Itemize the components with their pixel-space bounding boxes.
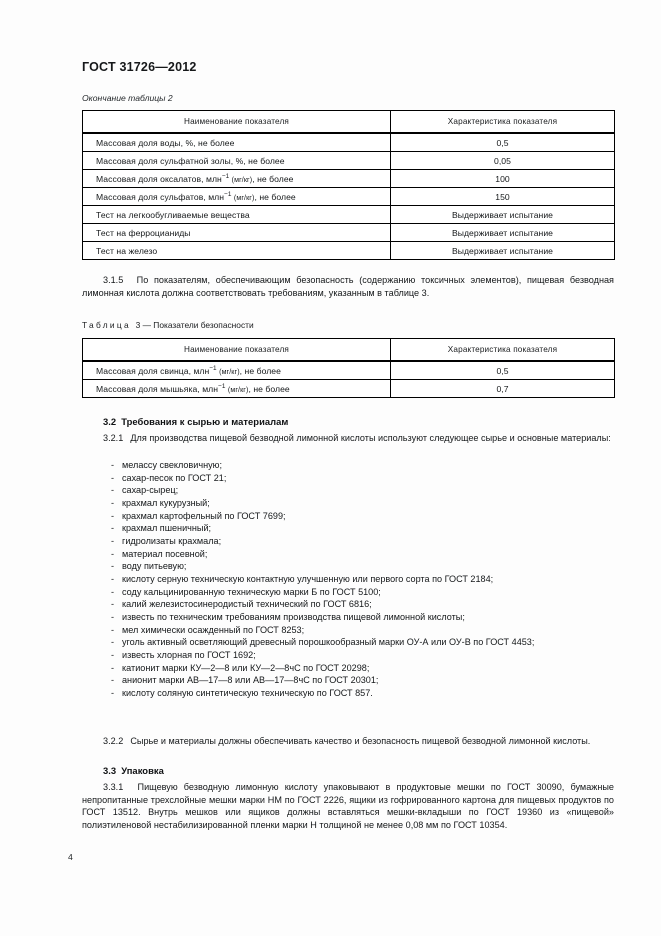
clause-3-2-1 <box>82 432 614 445</box>
section-number: 3.3 <box>103 765 117 776</box>
section-title: Упаковка <box>121 765 164 776</box>
table2-header-row <box>83 111 615 134</box>
table-row <box>83 361 615 380</box>
list-item: - уголь активный осветляющий древесный порошкообразный марки ОУ-А или ОУ-В по ГОСТ 4453; <box>82 636 614 649</box>
table2-cell-name: Тест на ферроцианиды <box>83 224 391 242</box>
list-item: - воду питьевую; <box>82 560 614 573</box>
table-row <box>83 380 615 398</box>
table2-header-value: Характеристика показателя <box>391 111 615 134</box>
table2-cell-name <box>83 188 391 206</box>
table3-cell-value: 0,5 <box>391 361 615 380</box>
table2-cell-value: Выдерживает испытание <box>391 242 615 260</box>
cell-text-prefix: Массовая доля оксалатов, млн <box>96 173 222 184</box>
list-item: - мел химически осажденный по ГОСТ 8253; <box>82 624 614 637</box>
page-number: 4 <box>68 852 73 862</box>
cell-unit: (мг/кг) <box>227 385 249 394</box>
table2-cell-value: Выдерживает испытание <box>391 206 615 224</box>
cell-text-suffix: , не более <box>252 173 294 184</box>
table-row <box>83 224 615 242</box>
list-item: - известь хлорная по ГОСТ 1692; <box>82 649 614 662</box>
table3-cell-name <box>83 380 391 398</box>
list-item: - крахмал картофельный по ГОСТ 7699; <box>82 510 614 523</box>
table-row <box>83 188 615 206</box>
table3-cell-name <box>83 361 391 380</box>
clause-number: 3.3.1 <box>103 782 124 792</box>
table-row <box>83 242 615 260</box>
clause-number: 3.2.1 <box>103 433 124 443</box>
table3 <box>82 338 615 398</box>
section-heading-3-3 <box>82 765 164 776</box>
table2-cell-value: 100 <box>391 170 615 188</box>
cell-text-prefix: Массовая доля свинца, млн <box>96 365 210 376</box>
table-row <box>83 152 615 170</box>
table2-header-name: Наименование показателя <box>83 111 391 134</box>
list-item: - кислоту соляную синтетическую техническую по ГОСТ 857. <box>82 687 614 700</box>
table2-caption: Окончание таблицы 2 <box>82 93 173 103</box>
superscript-minus-one: −1 <box>209 364 217 372</box>
section-heading-3-2 <box>82 416 288 427</box>
cell-text-prefix: Массовая доля сульфатов, млн <box>96 191 225 202</box>
list-item: - известь по техническим требованиям производства пищевой лимонной кислоты; <box>82 611 614 624</box>
table2-cell-value: Выдерживает испытание <box>391 224 615 242</box>
table-row <box>83 170 615 188</box>
table2-cell-name: Массовая доля сульфатной золы, %, не более <box>83 152 391 170</box>
superscript-minus-one: −1 <box>221 172 230 180</box>
cell-text-prefix: Массовая доля мышьяка, млн <box>96 383 219 394</box>
table2-cell-value: 0,05 <box>391 152 615 170</box>
table2-cell-name <box>83 170 391 188</box>
clause-3-2-2 <box>82 735 614 748</box>
table3-header-value: Характеристика показателя <box>391 339 615 362</box>
table-row <box>83 206 615 224</box>
list-item: - крахмал пшеничный; <box>82 522 614 535</box>
list-item: - сахар-песок по ГОСТ 21; <box>82 472 614 485</box>
table3-header-row <box>83 339 615 362</box>
clause-text: По показателям, обеспечивающим безопасность (содержанию токсичных элементов), пищевая безводная лимонная кислота должна соответствовать требованиям, указанным в таблице 3. <box>82 275 614 298</box>
cell-text-suffix: , не более <box>248 383 290 394</box>
clause-3-1-5 <box>82 274 614 299</box>
materials-list <box>82 459 614 699</box>
list-item: - катионит марки КУ—2—8 или КУ—2—8чС по ГОСТ 20298; <box>82 662 614 675</box>
cell-unit: (мг/кг) <box>231 175 253 184</box>
table3-caption-number: 3 <box>135 320 141 330</box>
list-item: - сахар-сырец; <box>82 484 614 497</box>
list-item: - анионит марки АВ—17—8 или АВ—17—8чС по ГОСТ 20301; <box>82 674 614 687</box>
table3-header-name: Наименование показателя <box>83 339 391 362</box>
table2-container <box>82 110 615 260</box>
table3-container <box>82 338 615 398</box>
cell-text-suffix: , не более <box>239 365 281 376</box>
clause-text: Пищевую безводную лимонную кислоту упаковывают в продуктовые мешки по ГОСТ 30090, бумажные непропитанные трехслойные мешки марки НМ по ГОСТ 2226, ящики из гофрированного картона для пищевых продуктов по ГОСТ 13512. Внутрь мешков или ящиков должны вставляться мешки-вкладыши по ГОСТ 19360 из «пищевой» полиэтиленовой нестабилизированной пленки марки Н толщиной не менее 0,08 мм по ГОСТ 10354. <box>82 782 614 830</box>
clause-number: 3.2.2 <box>103 736 124 746</box>
section-title: Требования к сырью и материалам <box>121 416 289 427</box>
table3-cell-value: 0,7 <box>391 380 615 398</box>
table2-cell-name: Тест на железо <box>83 242 391 260</box>
table3-caption-word: Таблица <box>82 320 131 330</box>
table2-cell-name: Массовая доля воды, %, не более <box>83 133 391 152</box>
list-item: - кислоту серную техническую контактную улучшенную или первого сорта по ГОСТ 2184; <box>82 573 614 586</box>
table2-cell-value: 150 <box>391 188 615 206</box>
cell-unit: (мг/кг) <box>219 367 240 376</box>
list-item: - соду кальцинированную техническую марки Б по ГОСТ 5100; <box>82 586 614 599</box>
clause-text: Сырье и материалы должны обеспечивать качество и безопасность пищевой безводной лимонной кислоты. <box>130 736 591 746</box>
table3-caption <box>82 320 254 330</box>
clause-3-3-1 <box>82 781 614 831</box>
table-row <box>83 133 615 152</box>
section-number: 3.2 <box>103 416 117 427</box>
superscript-minus-one: −1 <box>218 382 226 390</box>
page-title: ГОСТ 31726—2012 <box>82 60 197 74</box>
list-item: - гидролизаты крахмала; <box>82 535 614 548</box>
table3-caption-title: — Показатели безопасности <box>142 320 254 330</box>
list-item: - мелассу свекловичную; <box>82 459 614 472</box>
list-item: - материал посевной; <box>82 548 614 561</box>
table2-cell-value: 0,5 <box>391 133 615 152</box>
table2-cell-name: Тест на легкообугливаемые вещества <box>83 206 391 224</box>
clause-number: 3.1.5 <box>103 275 124 285</box>
table2 <box>82 110 615 260</box>
superscript-minus-one: −1 <box>224 190 232 198</box>
list-item: - крахмал кукурузный; <box>82 497 614 510</box>
cell-text-suffix: , не более <box>254 191 296 202</box>
clause-text: Для производства пищевой безводной лимонной кислоты используют следующее сырье и основные материалы: <box>130 433 611 443</box>
list-item: - калий железистосинеродистый технический по ГОСТ 6816; <box>82 598 614 611</box>
cell-unit: (мг/кг) <box>233 193 255 202</box>
